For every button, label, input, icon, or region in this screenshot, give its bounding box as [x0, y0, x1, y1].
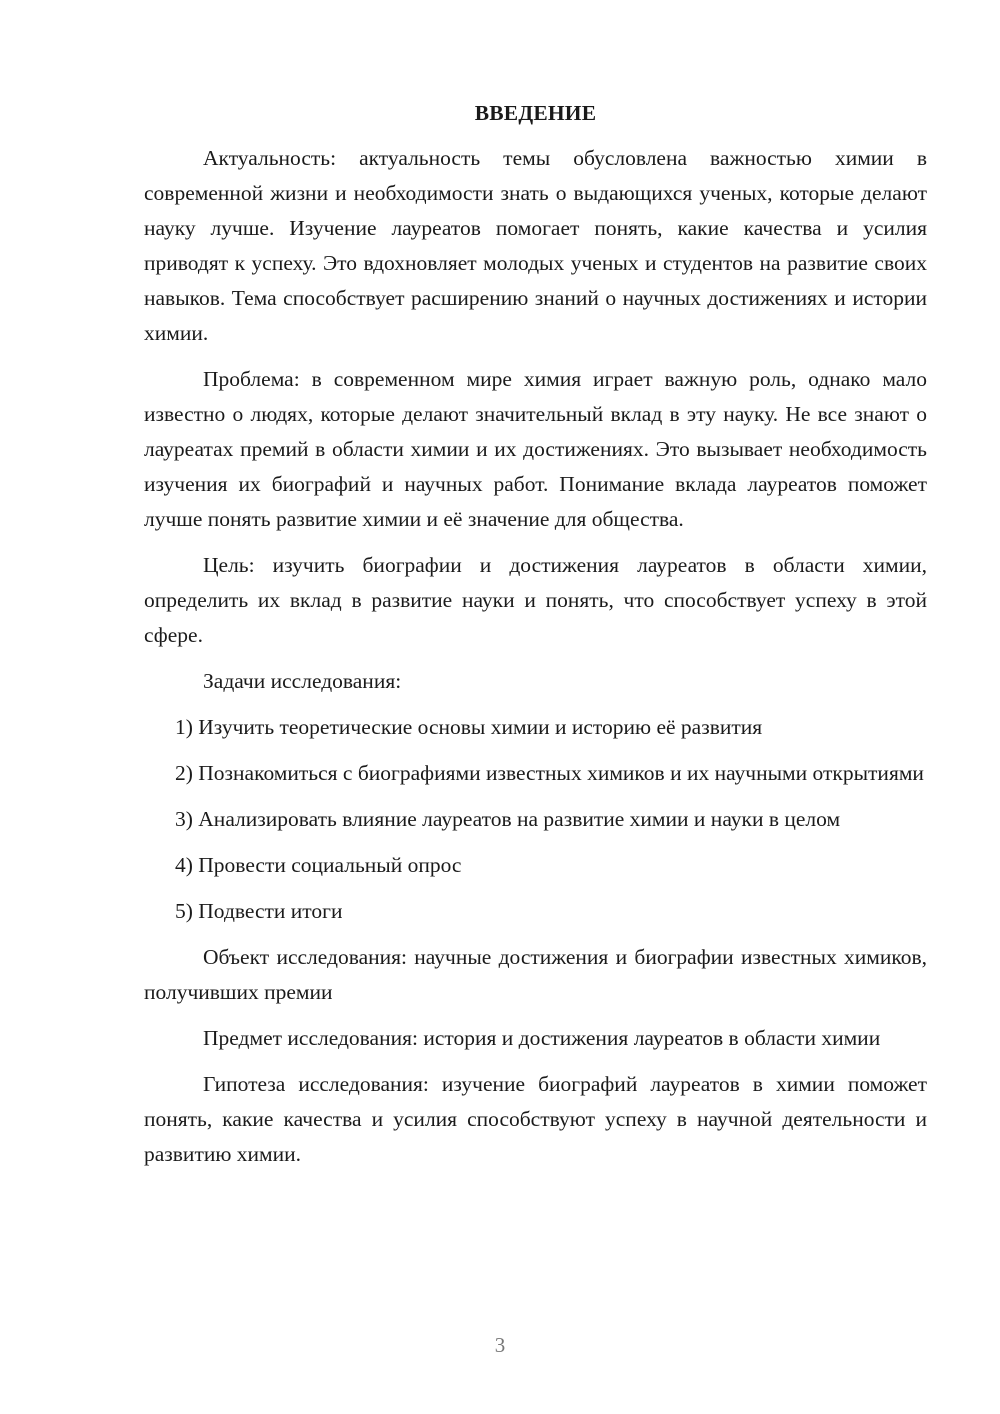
paragraph-tasks-heading: Задачи исследования: [203, 669, 402, 693]
paragraph-subject: Предмет исследования: история и достижения лауреатов в области химии [203, 1026, 881, 1050]
task-item-2: 2) Познакомиться с биографиями известных химиков и их научными открытиями [175, 761, 924, 785]
document-page [144, 96, 927, 1183]
section-title: ВВЕДЕНИЕ [474, 101, 597, 125]
paragraph-object: Объект исследования: научные достижения и биографии известных химиков, получивших премии [144, 945, 927, 1004]
paragraph-relevance: Актуальность: актуальность темы обусловлена важностью химии в современной жизни и необходимости знать о выдающихся ученых, которые делают науку лучше. Изучение лауреатов помогает понять, какие качества и усилия приводят к успеху. Это вдохновляет молодых ученых и студентов на развитие своих навыков. Тема способствует расширению знаний о научных достижениях и истории химии. [144, 146, 927, 345]
paragraph-hypothesis: Гипотеза исследования: изучение биографий лауреатов в химии поможет понять, какие качества и усилия способствуют успеху в научной деятельности и развитию химии. [144, 1072, 927, 1166]
task-item-3: 3) Анализировать влияние лауреатов на развитие химии и науки в целом [175, 807, 841, 831]
page-number: 3 [494, 1333, 506, 1357]
paragraph-goal: Цель: изучить биографии и достижения лауреатов в области химии, определить их вклад в развитие науки и понять, что способствует успеху в этой сфере. [144, 553, 927, 647]
paragraph-problem: Проблема: в современном мире химия играет важную роль, однако мало известно о людях, которые делают значительный вклад в эту науку. Не все знают о лауреатах премий в области химии и их достижениях. Это вызывает необходимость изучения их биографий и научных работ. Понимание вклада лауреатов поможет лучше понять развитие химии и её значение для общества. [144, 367, 927, 531]
task-item-4: 4) Провести социальный опрос [175, 853, 462, 877]
task-item-1: 1) Изучить теоретические основы химии и историю её развития [175, 715, 763, 739]
task-item-5: 5) Подвести итоги [175, 899, 343, 923]
